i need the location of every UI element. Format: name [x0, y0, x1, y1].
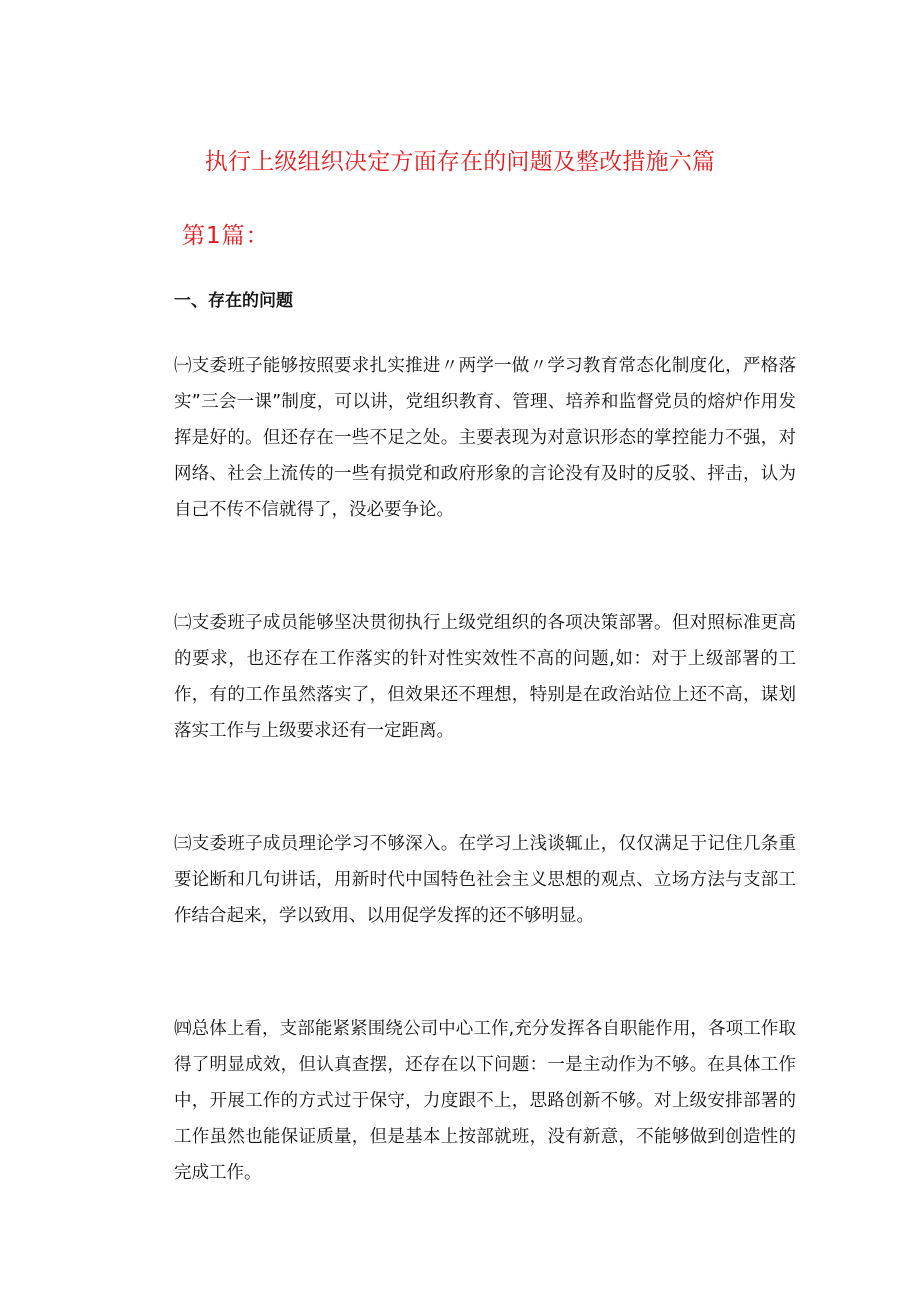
document-title: 执行上级组织决定方面存在的问题及整改措施六篇 [204, 149, 716, 175]
paragraph-2: ㈡支委班子成员能够坚决贯彻执行上级党组织的各项决策部署。但对照标准更高的要求，也还存在工作落实的针对性实效性不高的问题,如：对于上级部署的工作，有的工作虽然落实了，但效果还不理想，特别是在政治站位上还不高，谋划落实工作与上级要求还有一定距离。 [174, 613, 796, 741]
paragraph-3: ㈢支委班子成员理论学习不够深入。在学习上浅谈辄止，仅仅满足于记住几条重要论断和几句讲话，用新时代中国特色社会主义思想的观点、立场方法与支部工作结合起来，学以致用、以用促学发挥的还不够明显。 [174, 834, 796, 926]
section-heading: 一、存在的问题 [174, 291, 293, 311]
paragraph-4: ㈣总体上看，支部能紧紧围绕公司中心工作,充分发挥各自职能作用，各项工作取得了明显成效，但认真查摆，还存在以下问题：一是主动作为不够。在具体工作中，开展工作的方式过于保守，力度跟不上，思路创新不够。对上级安排部署的工作虽然也能保证质量，但是基本上按部就班，没有新意，不能够做到创造性的完成工作。 [174, 1019, 796, 1183]
paragraph-1: ㈠支委班子能够按照要求扎实推进〃两学一做〃学习教育常态化制度化，严格落实”三会一课”制度，可以讲，党组织教育、管理、培养和监督党员的熔炉作用发挥是好的。但还存在一些不足之处。主要表现为对意识形态的掌控能力不强，对网络、社会上流传的一些有损党和政府形象的言论没有及时的反驳、抨击，认为自己不传不信就得了，没必要争论。 [174, 356, 796, 520]
part-heading: 第1篇： [182, 223, 270, 249]
